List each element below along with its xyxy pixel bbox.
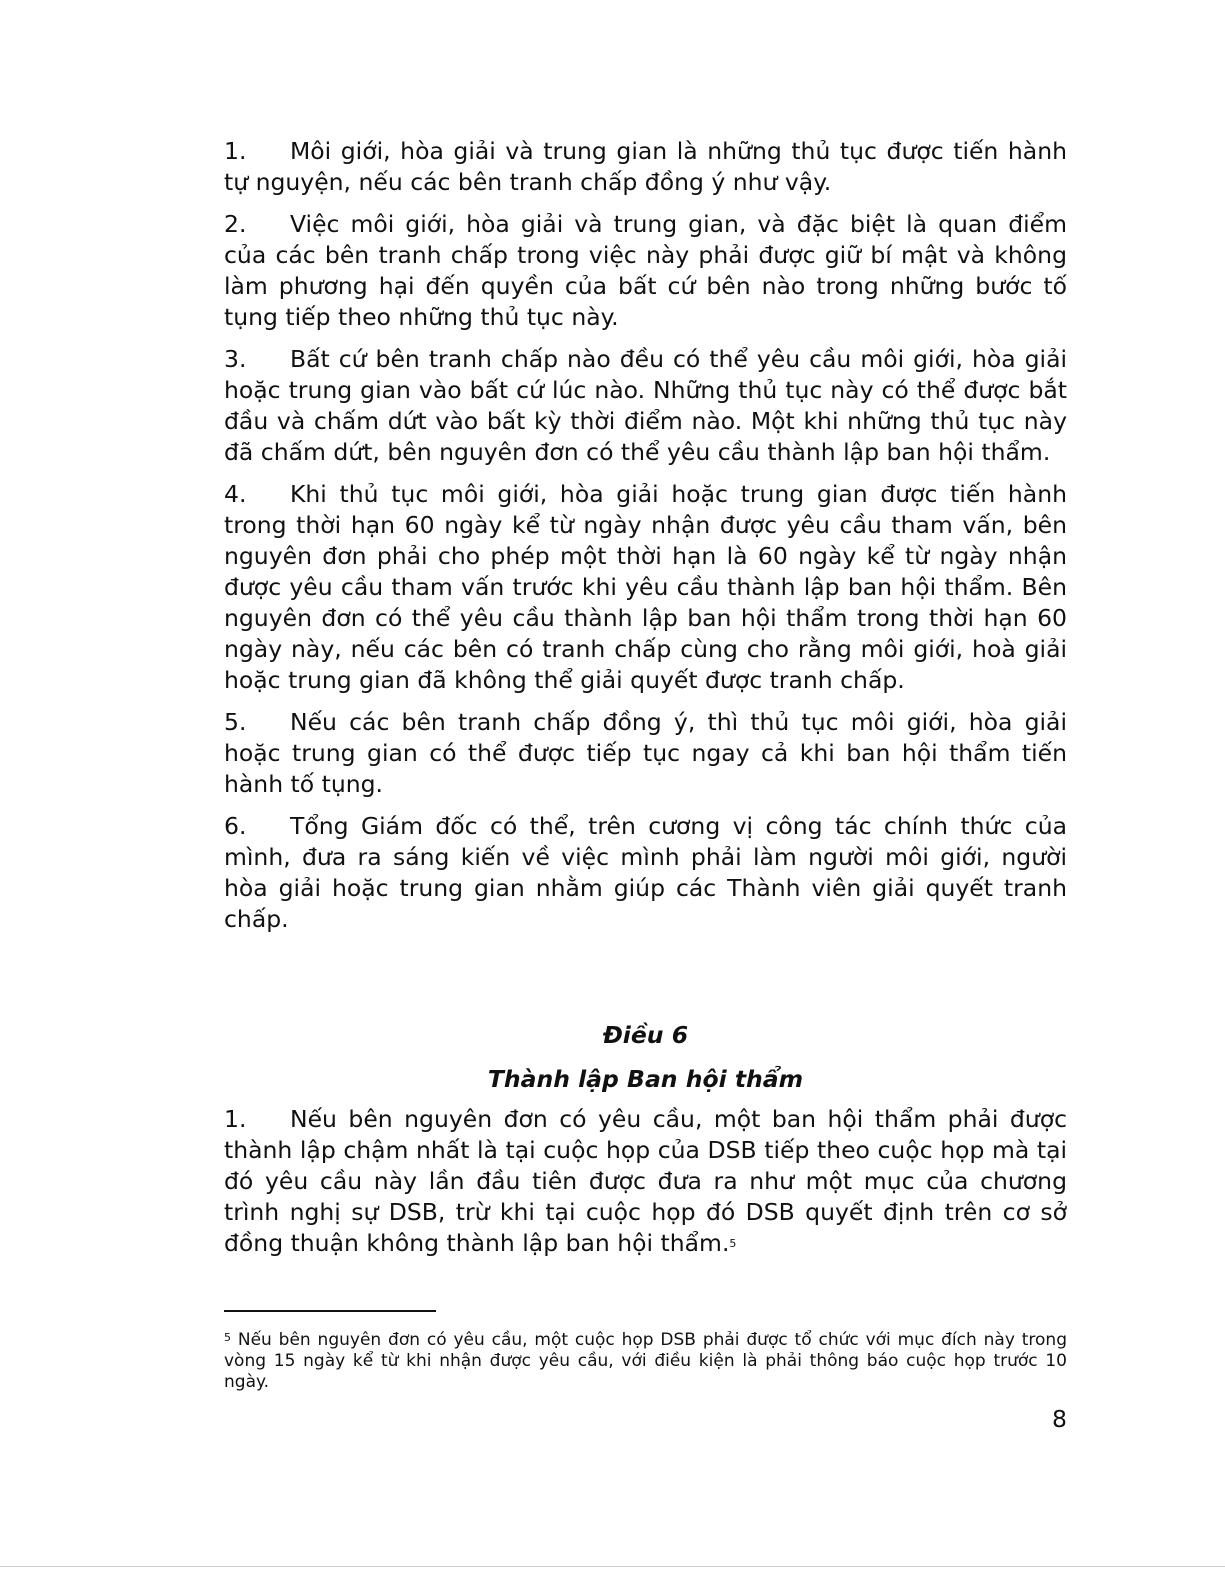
paragraph-text: Nếu các bên tranh chấp đồng ý, thì thủ tục môi giới, hòa giải hoặc trung gian có thể được tiếp tục ngay cả khi ban hội thẩm tiến hành tố tụng.	[224, 708, 1067, 798]
footnote-reference[interactable]: 5	[729, 1237, 737, 1250]
footnote	[224, 1330, 1067, 1393]
paragraph-5	[224, 707, 1067, 800]
article-heading: Điều 6	[602, 1021, 689, 1049]
paragraph-3	[224, 344, 1067, 468]
page-bottom-edge	[0, 1566, 1225, 1567]
paragraph-number: 1.	[224, 137, 247, 165]
paragraph-number: 5.	[224, 708, 247, 736]
article-subtitle: Thành lập Ban hội thẩm	[487, 1065, 804, 1093]
paragraph-number: 3.	[224, 345, 247, 373]
paragraph-text: Môi giới, hòa giải và trung gian là những thủ tục được tiến hành tự nguyện, nếu các bên tranh chấp đồng ý như vậy.	[224, 137, 1067, 196]
paragraph-number: 1.	[224, 1105, 247, 1133]
article-5-paragraphs	[224, 136, 1067, 946]
paragraph-number: 4.	[224, 480, 247, 508]
paragraph-text: Việc môi giới, hòa giải và trung gian, và đặc biệt là quan điểm của các bên tranh chấp trong việc này phải được giữ bí mật và không làm phương hại đến quyền của bất cứ bên nào trong những bước tố tụng tiếp theo những thủ tục này.	[224, 210, 1067, 331]
article-6-paragraph-1	[224, 1104, 1067, 1259]
paragraph-2	[224, 209, 1067, 333]
paragraph-text: Tổng Giám đốc có thể, trên cương vị công tác chính thức của mình, đưa ra sáng kiến về việc mình phải làm người môi giới, người hòa giải hoặc trung gian nhằm giúp các Thành viên giải quyết tranh chấp.	[224, 812, 1067, 933]
footnote-text: Nếu bên nguyên đơn có yêu cầu, một cuộc họp DSB phải được tổ chức với mục đích này trong vòng 15 ngày kể từ khi nhận được yêu cầu, với điều kiện là phải thông báo cuộc họp trước 10 ngày.	[224, 1330, 1067, 1392]
paragraph-text: Khi thủ tục môi giới, hòa giải hoặc trung gian được tiến hành trong thời hạn 60 ngày kể từ ngày nhận được yêu cầu tham vấn, bên nguyên đơn phải cho phép một thời hạn là 60 ngày kể từ ngày nhận được yêu cầu tham vấn trước khi yêu cầu thành lập ban hội thẩm. Bên nguyên đơn có thể yêu cầu thành lập ban hội thẩm trong thời hạn 60 ngày này, nếu các bên có tranh chấp cùng cho rằng môi giới, hoà giải hoặc trung gian đã không thể giải quyết được tranh chấp.	[224, 480, 1067, 694]
paragraph-text: Nếu bên nguyên đơn có yêu cầu, một ban hội thẩm phải được thành lập chậm nhất là tại cuộc họp của DSB tiếp theo cuộc họp mà tại đó yêu cầu này lần đầu tiên được đưa ra như một mục của chương trình nghị sự DSB, trừ khi tại cuộc họp đó DSB quyết định trên cơ sở đồng thuận không thành lập ban hội thẩm.	[224, 1105, 1067, 1257]
article-6-body	[224, 1104, 1067, 1270]
footnote-divider	[224, 1310, 436, 1312]
paragraph-text: Bất cứ bên tranh chấp nào đều có thể yêu cầu môi giới, hòa giải hoặc trung gian vào bất cứ lúc nào. Những thủ tục này có thể được bắt đầu và chấm dứt vào bất kỳ thời điểm nào. Một khi những thủ tục này đã chấm dứt, bên nguyên đơn có thể yêu cầu thành lập ban hội thẩm.	[224, 345, 1067, 466]
paragraph-6	[224, 811, 1067, 935]
paragraph-4	[224, 479, 1067, 696]
paragraph-number: 6.	[224, 812, 247, 840]
footnote-marker: 5	[224, 1331, 231, 1344]
paragraph-1	[224, 136, 1067, 198]
paragraph-number: 2.	[224, 210, 247, 238]
page-number: 8	[1052, 1405, 1067, 1433]
